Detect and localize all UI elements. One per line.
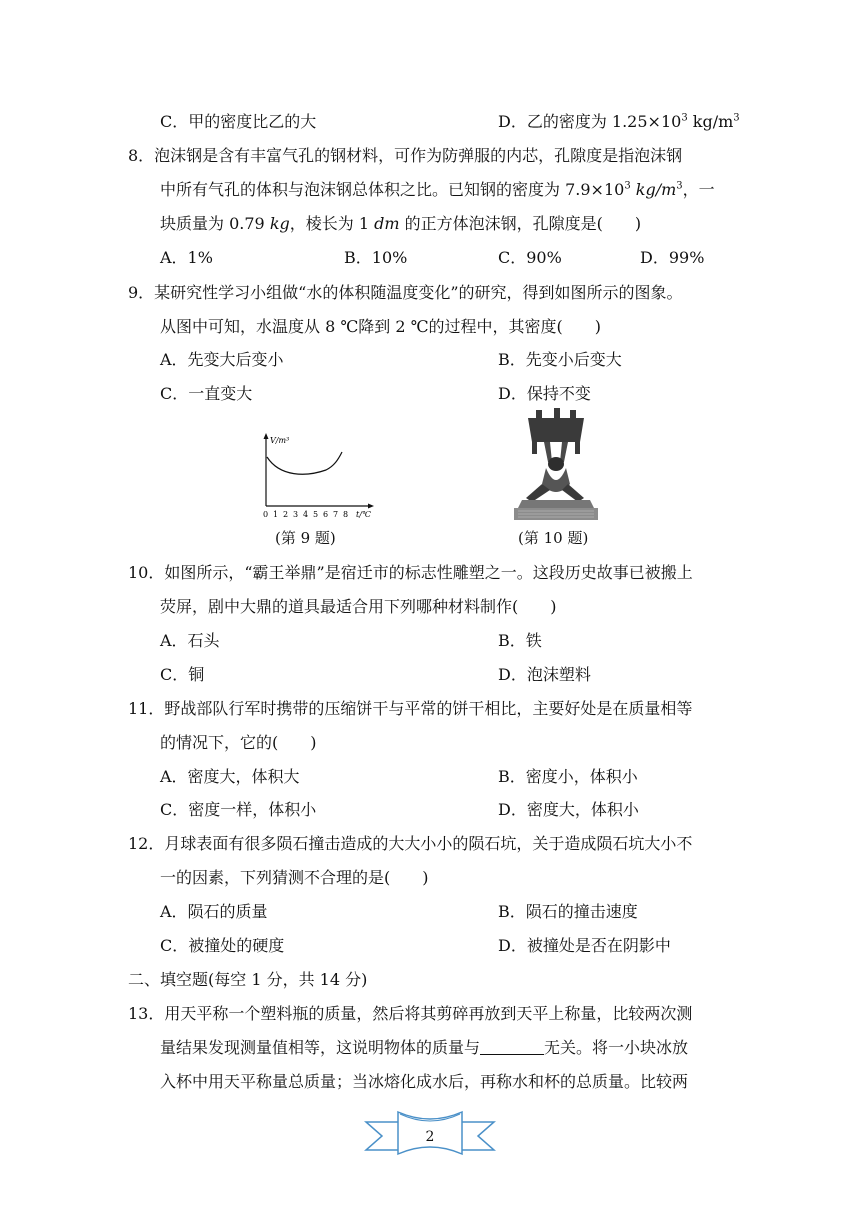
x-tick-label: 2: [283, 510, 289, 519]
x-axis-arrow: [368, 504, 374, 509]
q10-option-d: D．泡沫塑料: [498, 665, 591, 684]
answer-blank[interactable]: [480, 1038, 544, 1055]
q12-line-2: 一的因素，下列猜测不合理的是( ): [160, 868, 429, 887]
q9-line-1: 9．某研究性学习小组做“水的体积随温度变化”的研究，得到如图所示的图象。: [128, 283, 683, 302]
q11-line-1: 11．野战部队行军时携带的压缩饼干与平常的饼干相比，主要好处是在质量相等: [128, 699, 693, 718]
q9-option-a: A．先变大后变小: [160, 350, 284, 369]
q12-option-b: B．陨石的撞击速度: [498, 902, 638, 921]
q11-option-d: D．密度大，体积小: [498, 800, 639, 819]
y-axis-arrow: [264, 433, 269, 439]
section-title-fill-in: 二、填空题(每空 1 分，共 14 分): [128, 970, 368, 989]
x-tick-label: 7: [333, 510, 339, 519]
q9-option-d: D．保持不变: [498, 384, 591, 403]
page-number: 2: [425, 1129, 435, 1145]
q9-option-c: C．一直变大: [160, 384, 253, 403]
volume-curve: [267, 452, 342, 474]
q9-option-b: B．先变小后变大: [498, 350, 622, 369]
q10-statue-photo: [510, 408, 602, 522]
x-tick-label: 5: [313, 510, 319, 519]
q10-line-2: 荧屏，剧中大鼎的道具最适合用下列哪种材料制作( ): [160, 597, 557, 616]
q13-line-1: 13．用天平称一个塑料瓶的质量，然后将其剪碎再放到天平上称量，比较两次测: [128, 1004, 693, 1023]
q7-option-d: D．乙的密度为 $1.25\times 10^3$ $kg/m^3$: [498, 112, 740, 131]
q8-option-a: A．1%: [160, 248, 213, 267]
q9-line-2: 从图中可知，水温度从 8 ℃降到 2 ℃的过程中，其密度( ): [160, 317, 601, 336]
q12-option-a: A．陨石的质量: [160, 902, 268, 921]
q12-option-d: D．被撞处是否在阴影中: [498, 936, 671, 955]
x-tick-label: 8: [343, 510, 349, 519]
q12-line-1: 12．月球表面有很多陨石撞击造成的大大小小的陨石坑，关于造成陨石坑大小不: [128, 834, 693, 853]
x-tick-label: 6: [323, 510, 329, 519]
q13-line-3: 入杯中用天平称量总质量；当冰熔化成水后，再称水和杯的总质量。比较两: [160, 1072, 689, 1091]
q9-figure-caption: (第 9 题): [275, 529, 336, 547]
x-tick-label: 3: [293, 510, 299, 519]
q8-line-2: 中所有气孔的体积与泡沫钢总体积之比。已知钢的密度为 $7.9\times 10^3$ $kg/m^3$，一: [160, 180, 715, 199]
q11-option-a: A．密度大，体积大: [160, 767, 300, 786]
q11-option-c: C．密度一样，体积小: [160, 800, 317, 819]
y-axis-label: V/m³: [270, 436, 290, 445]
q8-option-b: B．10%: [344, 248, 408, 267]
q10-option-b: B．铁: [498, 631, 542, 650]
q8-line-3: 块质量为 0.79 kg，棱长为 1 dm 的正方体泡沫钢，孔隙度是( ): [160, 214, 642, 233]
x-tick-label: 1: [273, 510, 279, 519]
q8-line-1: 8．泡沫钢是含有丰富气孔的钢材料，可作为防弹服的内芯，孔隙度是指泡沫钢: [128, 146, 683, 165]
q10-line-1: 10．如图所示，“霸王举鼎”是宿迁市的标志性雕塑之一。这段历史故事已被搬上: [128, 563, 693, 582]
q10-figure-caption: (第 10 题): [518, 529, 589, 547]
x-tick-labels: [263, 510, 348, 519]
q7-option-c: C．甲的密度比乙的大: [160, 112, 317, 131]
q12-option-c: C．被撞处的硬度: [160, 936, 285, 955]
x-tick-label: 0: [263, 510, 269, 519]
q11-option-b: B．密度小，体积小: [498, 767, 638, 786]
x-axis-label: t/℃: [356, 510, 371, 519]
q13-line-2: 量结果发现测量值相等，这说明物体的质量与 无关。将一小块冰放: [160, 1038, 689, 1057]
q10-option-a: A．石头: [160, 631, 220, 650]
q10-option-c: C．铜: [160, 665, 205, 684]
x-tick-label: 4: [303, 510, 309, 519]
q8-option-c: C．90%: [498, 248, 562, 267]
q9-volume-temperature-graph: [258, 432, 384, 522]
q11-line-2: 的情况下，它的( ): [160, 733, 317, 752]
q8-option-d: D．99%: [640, 248, 705, 267]
